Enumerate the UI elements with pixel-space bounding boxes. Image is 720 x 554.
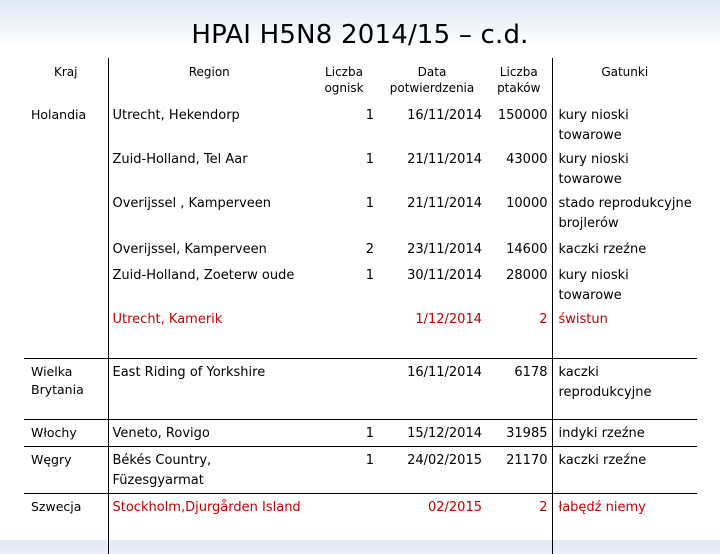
gatunki-cell: indyki rzeźne [552,420,697,447]
gatunki-cell: kury nioski towarowe [552,262,697,306]
table-row [24,447,697,494]
region-cell: Utrecht, Hekendorp [108,102,310,146]
ptaki-cell: 14600 [486,236,552,262]
table-row [24,494,697,554]
country-cell: Holandia [24,102,108,359]
ogniska-cell: 1 [310,190,378,236]
table-row [24,359,697,420]
gatunki-cell: kaczki rzeźne [552,447,697,494]
data-cell: 30/11/2014 [378,262,486,306]
data-cell: 21/11/2014 [378,190,486,236]
ogniska-cell [310,359,378,420]
region-cell: Veneto, Rovigo [108,420,310,447]
gatunki-cell: kury nioski towarowe [552,102,697,146]
ptaki-cell: 6178 [486,359,552,420]
ogniska-cell: 1 [310,102,378,146]
ptaki-cell: 150000 [486,102,552,146]
ptaki-cell: 21170 [486,447,552,494]
region-cell: Stockholm,Djurgården Island [108,494,310,554]
gatunki-cell: kaczki rzeźne [552,236,697,262]
region-cell: Overijssel, Kamperveen [108,236,310,262]
ogniska-cell [310,306,378,359]
country-cell: Szwecja [24,494,108,554]
table-row [24,102,697,146]
ogniska-cell: 1 [310,420,378,447]
ptaki-cell: 31985 [486,420,552,447]
data-cell: 24/02/2015 [378,447,486,494]
page-title: HPAI H5N8 2014/15 – c.d. [0,20,720,50]
ogniska-cell: 1 [310,447,378,494]
ptaki-cell: 2 [486,494,552,554]
country-cell: Węgry [24,447,108,494]
region-cell: Overijssel , Kamperveen [108,190,310,236]
data-cell: 02/2015 [378,494,486,554]
data-cell: 15/12/2014 [378,420,486,447]
table-row [24,262,697,306]
gatunki-cell: kaczki reprodukcyjne [552,359,697,420]
gatunki-cell: stado reprodukcyjne brojlerów [552,190,697,236]
table-row [24,190,697,236]
header-row [24,58,697,102]
data-cell: 16/11/2014 [378,359,486,420]
ptaki-cell: 10000 [486,190,552,236]
table-row [24,146,697,190]
region-cell: Békés Country, Füzesgyarmat [108,447,310,494]
ptaki-cell: 2 [486,306,552,359]
header-region: Region [108,58,310,102]
header-liczba-ognisk: Liczba ognisk [310,58,378,102]
header-kraj: Kraj [24,58,108,102]
table-row [24,420,697,447]
data-cell: 16/11/2014 [378,102,486,146]
outbreak-table [24,58,697,554]
header-liczba-ptakow: Liczba ptaków [486,58,552,102]
region-cell: Zuid-Holland, Zoeterw oude [108,262,310,306]
country-cell: Włochy [24,420,108,447]
data-cell: 23/11/2014 [378,236,486,262]
gatunki-cell: łabędź niemy [552,494,697,554]
ogniska-cell: 1 [310,146,378,190]
data-cell: 1/12/2014 [378,306,486,359]
ogniska-cell [310,494,378,554]
country-cell: Wielka Brytania [24,359,108,420]
ptaki-cell: 28000 [486,262,552,306]
table-row [24,236,697,262]
gatunki-cell: świstun [552,306,697,359]
region-cell: East Riding of Yorkshire [108,359,310,420]
region-cell: Utrecht, Kamerik [108,306,310,359]
ogniska-cell: 2 [310,236,378,262]
ogniska-cell: 1 [310,262,378,306]
header-gatunki: Gatunki [552,58,697,102]
header-data-potwierdzenia: Data potwierdzenia [378,58,486,102]
ptaki-cell: 43000 [486,146,552,190]
data-cell: 21/11/2014 [378,146,486,190]
table-row [24,306,697,359]
region-cell: Zuid-Holland, Tel Aar [108,146,310,190]
gatunki-cell: kury nioski towarowe [552,146,697,190]
